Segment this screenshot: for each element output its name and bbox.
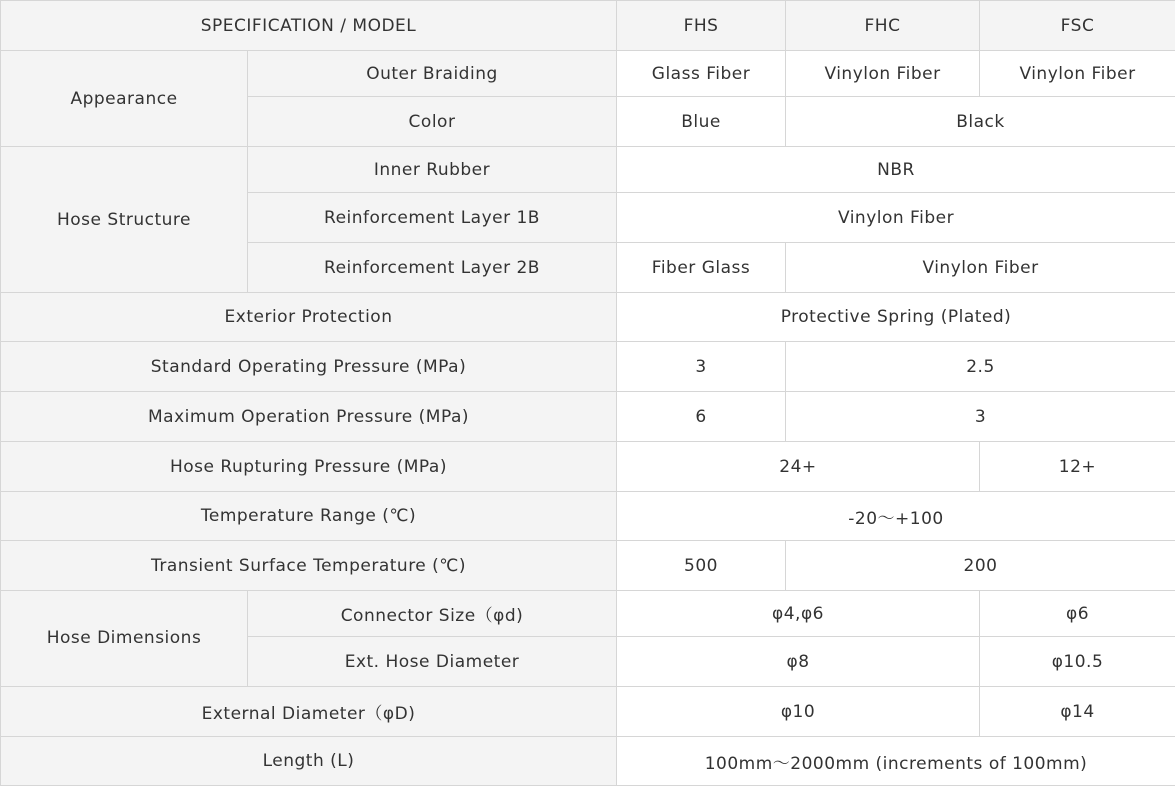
color-fhs: Blue bbox=[617, 97, 786, 147]
hose-structure-label: Hose Structure bbox=[1, 147, 248, 293]
appearance-label: Appearance bbox=[1, 51, 248, 147]
reinforcement-1b-label: Reinforcement Layer 1B bbox=[248, 193, 617, 243]
reinforcement-2b-fhc-fsc: Vinylon Fiber bbox=[786, 243, 1175, 293]
max-pressure-fhc-fsc: 3 bbox=[786, 392, 1175, 442]
external-diameter-fsc: φ14 bbox=[980, 687, 1175, 737]
external-diameter-label: External Diameter（φD) bbox=[1, 687, 617, 737]
reinforcement-2b-label: Reinforcement Layer 2B bbox=[248, 243, 617, 293]
outer-braiding-label: Outer Braiding bbox=[248, 51, 617, 97]
reinforcement-1b-value: Vinylon Fiber bbox=[617, 193, 1175, 243]
ext-hose-diameter-label: Ext. Hose Diameter bbox=[248, 637, 617, 687]
spec-model-header: SPECIFICATION / MODEL bbox=[1, 1, 617, 51]
model-header-fhc: FHC bbox=[786, 1, 980, 51]
length-label: Length (L) bbox=[1, 737, 617, 786]
color-label: Color bbox=[248, 97, 617, 147]
model-header-fsc: FSC bbox=[980, 1, 1175, 51]
exterior-protection-value: Protective Spring (Plated) bbox=[617, 293, 1175, 342]
connector-size-fhs-fhc: φ4,φ6 bbox=[617, 591, 980, 637]
table-row-header bbox=[1, 1, 1175, 51]
connector-size-label: Connector Size（φd) bbox=[248, 591, 617, 637]
temperature-range-value: -20～+100 bbox=[617, 492, 1175, 541]
hose-dimensions-label: Hose Dimensions bbox=[1, 591, 248, 687]
rupture-pressure-label: Hose Rupturing Pressure (MPa) bbox=[1, 442, 617, 492]
ext-hose-diameter-fsc: φ10.5 bbox=[980, 637, 1175, 687]
table-row-inner-rubber bbox=[1, 147, 1175, 193]
table-row-temperature-range bbox=[1, 492, 1175, 541]
standard-pressure-label: Standard Operating Pressure (MPa) bbox=[1, 342, 617, 392]
rupture-pressure-fhs-fhc: 24+ bbox=[617, 442, 980, 492]
standard-pressure-fhs: 3 bbox=[617, 342, 786, 392]
ext-hose-diameter-fhs-fhc: φ8 bbox=[617, 637, 980, 687]
transient-temp-fhc-fsc: 200 bbox=[786, 541, 1175, 591]
table-row-transient-temp bbox=[1, 541, 1175, 591]
model-header-fhs: FHS bbox=[617, 1, 786, 51]
table-row-external-diameter bbox=[1, 687, 1175, 737]
inner-rubber-label: Inner Rubber bbox=[248, 147, 617, 193]
inner-rubber-value: NBR bbox=[617, 147, 1175, 193]
transient-temp-label: Transient Surface Temperature (℃) bbox=[1, 541, 617, 591]
standard-pressure-fhc-fsc: 2.5 bbox=[786, 342, 1175, 392]
table-row-length bbox=[1, 737, 1175, 786]
color-fhc-fsc: Black bbox=[786, 97, 1175, 147]
table-row-outer-braiding bbox=[1, 51, 1175, 97]
length-value: 100mm～2000mm (increments of 100mm) bbox=[617, 737, 1175, 786]
external-diameter-fhs-fhc: φ10 bbox=[617, 687, 980, 737]
max-pressure-label: Maximum Operation Pressure (MPa) bbox=[1, 392, 617, 442]
max-pressure-fhs: 6 bbox=[617, 392, 786, 442]
rupture-pressure-fsc: 12+ bbox=[980, 442, 1175, 492]
connector-size-fsc: φ6 bbox=[980, 591, 1175, 637]
exterior-protection-label: Exterior Protection bbox=[1, 293, 617, 342]
outer-braiding-fhs: Glass Fiber bbox=[617, 51, 786, 97]
table-row-standard-pressure bbox=[1, 342, 1175, 392]
temperature-range-label: Temperature Range (℃) bbox=[1, 492, 617, 541]
transient-temp-fhs: 500 bbox=[617, 541, 786, 591]
reinforcement-2b-fhs: Fiber Glass bbox=[617, 243, 786, 293]
table-row-rupture-pressure bbox=[1, 442, 1175, 492]
table-row-connector-size bbox=[1, 591, 1175, 637]
table-row-exterior-protection bbox=[1, 293, 1175, 342]
outer-braiding-fsc: Vinylon Fiber bbox=[980, 51, 1175, 97]
outer-braiding-fhc: Vinylon Fiber bbox=[786, 51, 980, 97]
table-row-max-pressure bbox=[1, 392, 1175, 442]
